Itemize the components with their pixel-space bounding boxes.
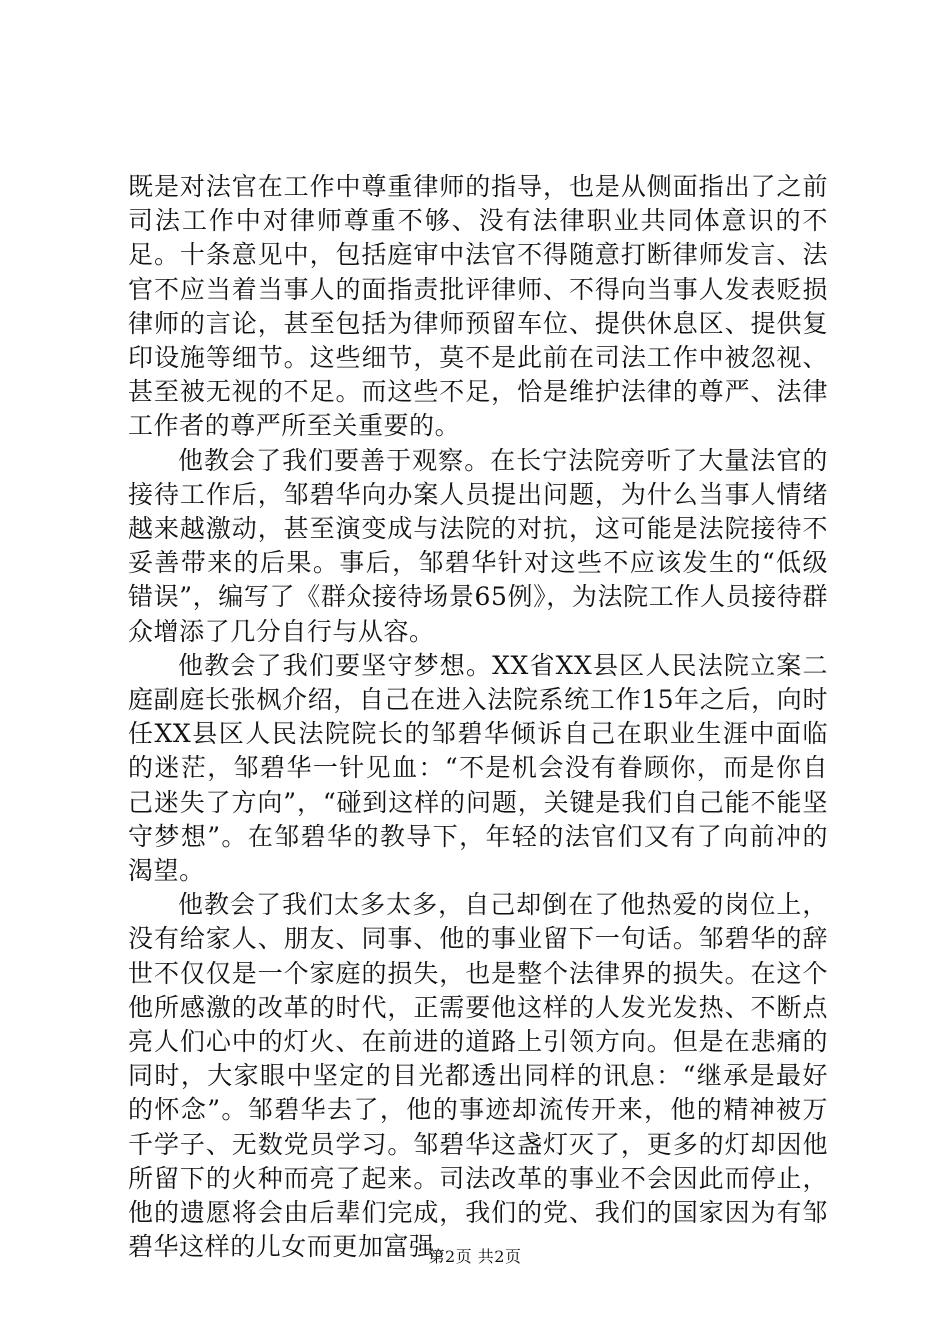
paragraph-legacy: 他教会了我们太多太多，自己却倒在了他热爱的岗位上，没有给家人、朋友、同事、他的事业留下一句话。邹碧华的辞世不仅仅是一个家庭的损失，也是整个法律界的损失。在这个他所感激的改革的时代，正需要他这样的人发光发热、不断点亮人们心中的灯火、在前进的道路上引领方向。但是在悲痛的同时，大家眼中坚定的目光都透出同样的讯息：“继承是最好的怀念”。邹碧华去了，他的事迹却流传开来，他的精神被万千学子、无数党员学习。邹碧华这盏灯灭了，更多的灯却因他所留下的火种而亮了起来。司法改革的事业不会因此而停止，他的遗愿将会由后辈们完成，我们的党、我们的国家因为有邹碧华这样的儿女而更加富强。	[128, 890, 828, 1262]
paragraph-observation: 他教会了我们要善于观察。在长宁法院旁听了大量法官的接待工作后，邹碧华向办案人员提出问题，为什么当事人情绪越来越激动，甚至演变成与法院的对抗，这可能是法院接待不妥善带来的后果。事后，邹碧华针对这些不应该发生的“低级错误”，编写了《群众接待场景65例》，为法院工作人员接待群众增添了几分自行与从容。	[128, 445, 828, 646]
paragraph-continuation: 既是对法官在工作中尊重律师的指导，也是从侧面指出了之前司法工作中对律师尊重不够、没有法律职业共同体意识的不足。十条意见中，包括庭审中法官不得随意打断律师发言、法官不应当着当事人的面指责批评律师、不得向当事人发表贬损律师的言论，甚至包括为律师预留车位、提供休息区、提供复印设施等细节。这些细节，莫不是此前在司法工作中被忽视、甚至被无视的不足。而这些不足，恰是维护法律的尊严、法律工作者的尊严所至关重要的。	[128, 172, 828, 441]
paragraph-dream: 他教会了我们要坚守梦想。XX省XX县区人民法院立案二庭副庭长张枫介绍，自己在进入法院系统工作15年之后，向时任XX县区人民法院院长的邹碧华倾诉自己在职业生涯中面临的迷茫，邹碧华一针见血：“不是机会没有眷顾你，而是你自己迷失了方向”，“碰到这样的问题，关键是我们自己能不能坚守梦想”。在邹碧华的教导下，年轻的法官们又有了向前冲的渴望。	[128, 650, 828, 886]
page-number-footer: 第2页 共2页	[428, 1247, 522, 1266]
document-body	[128, 170, 828, 1265]
